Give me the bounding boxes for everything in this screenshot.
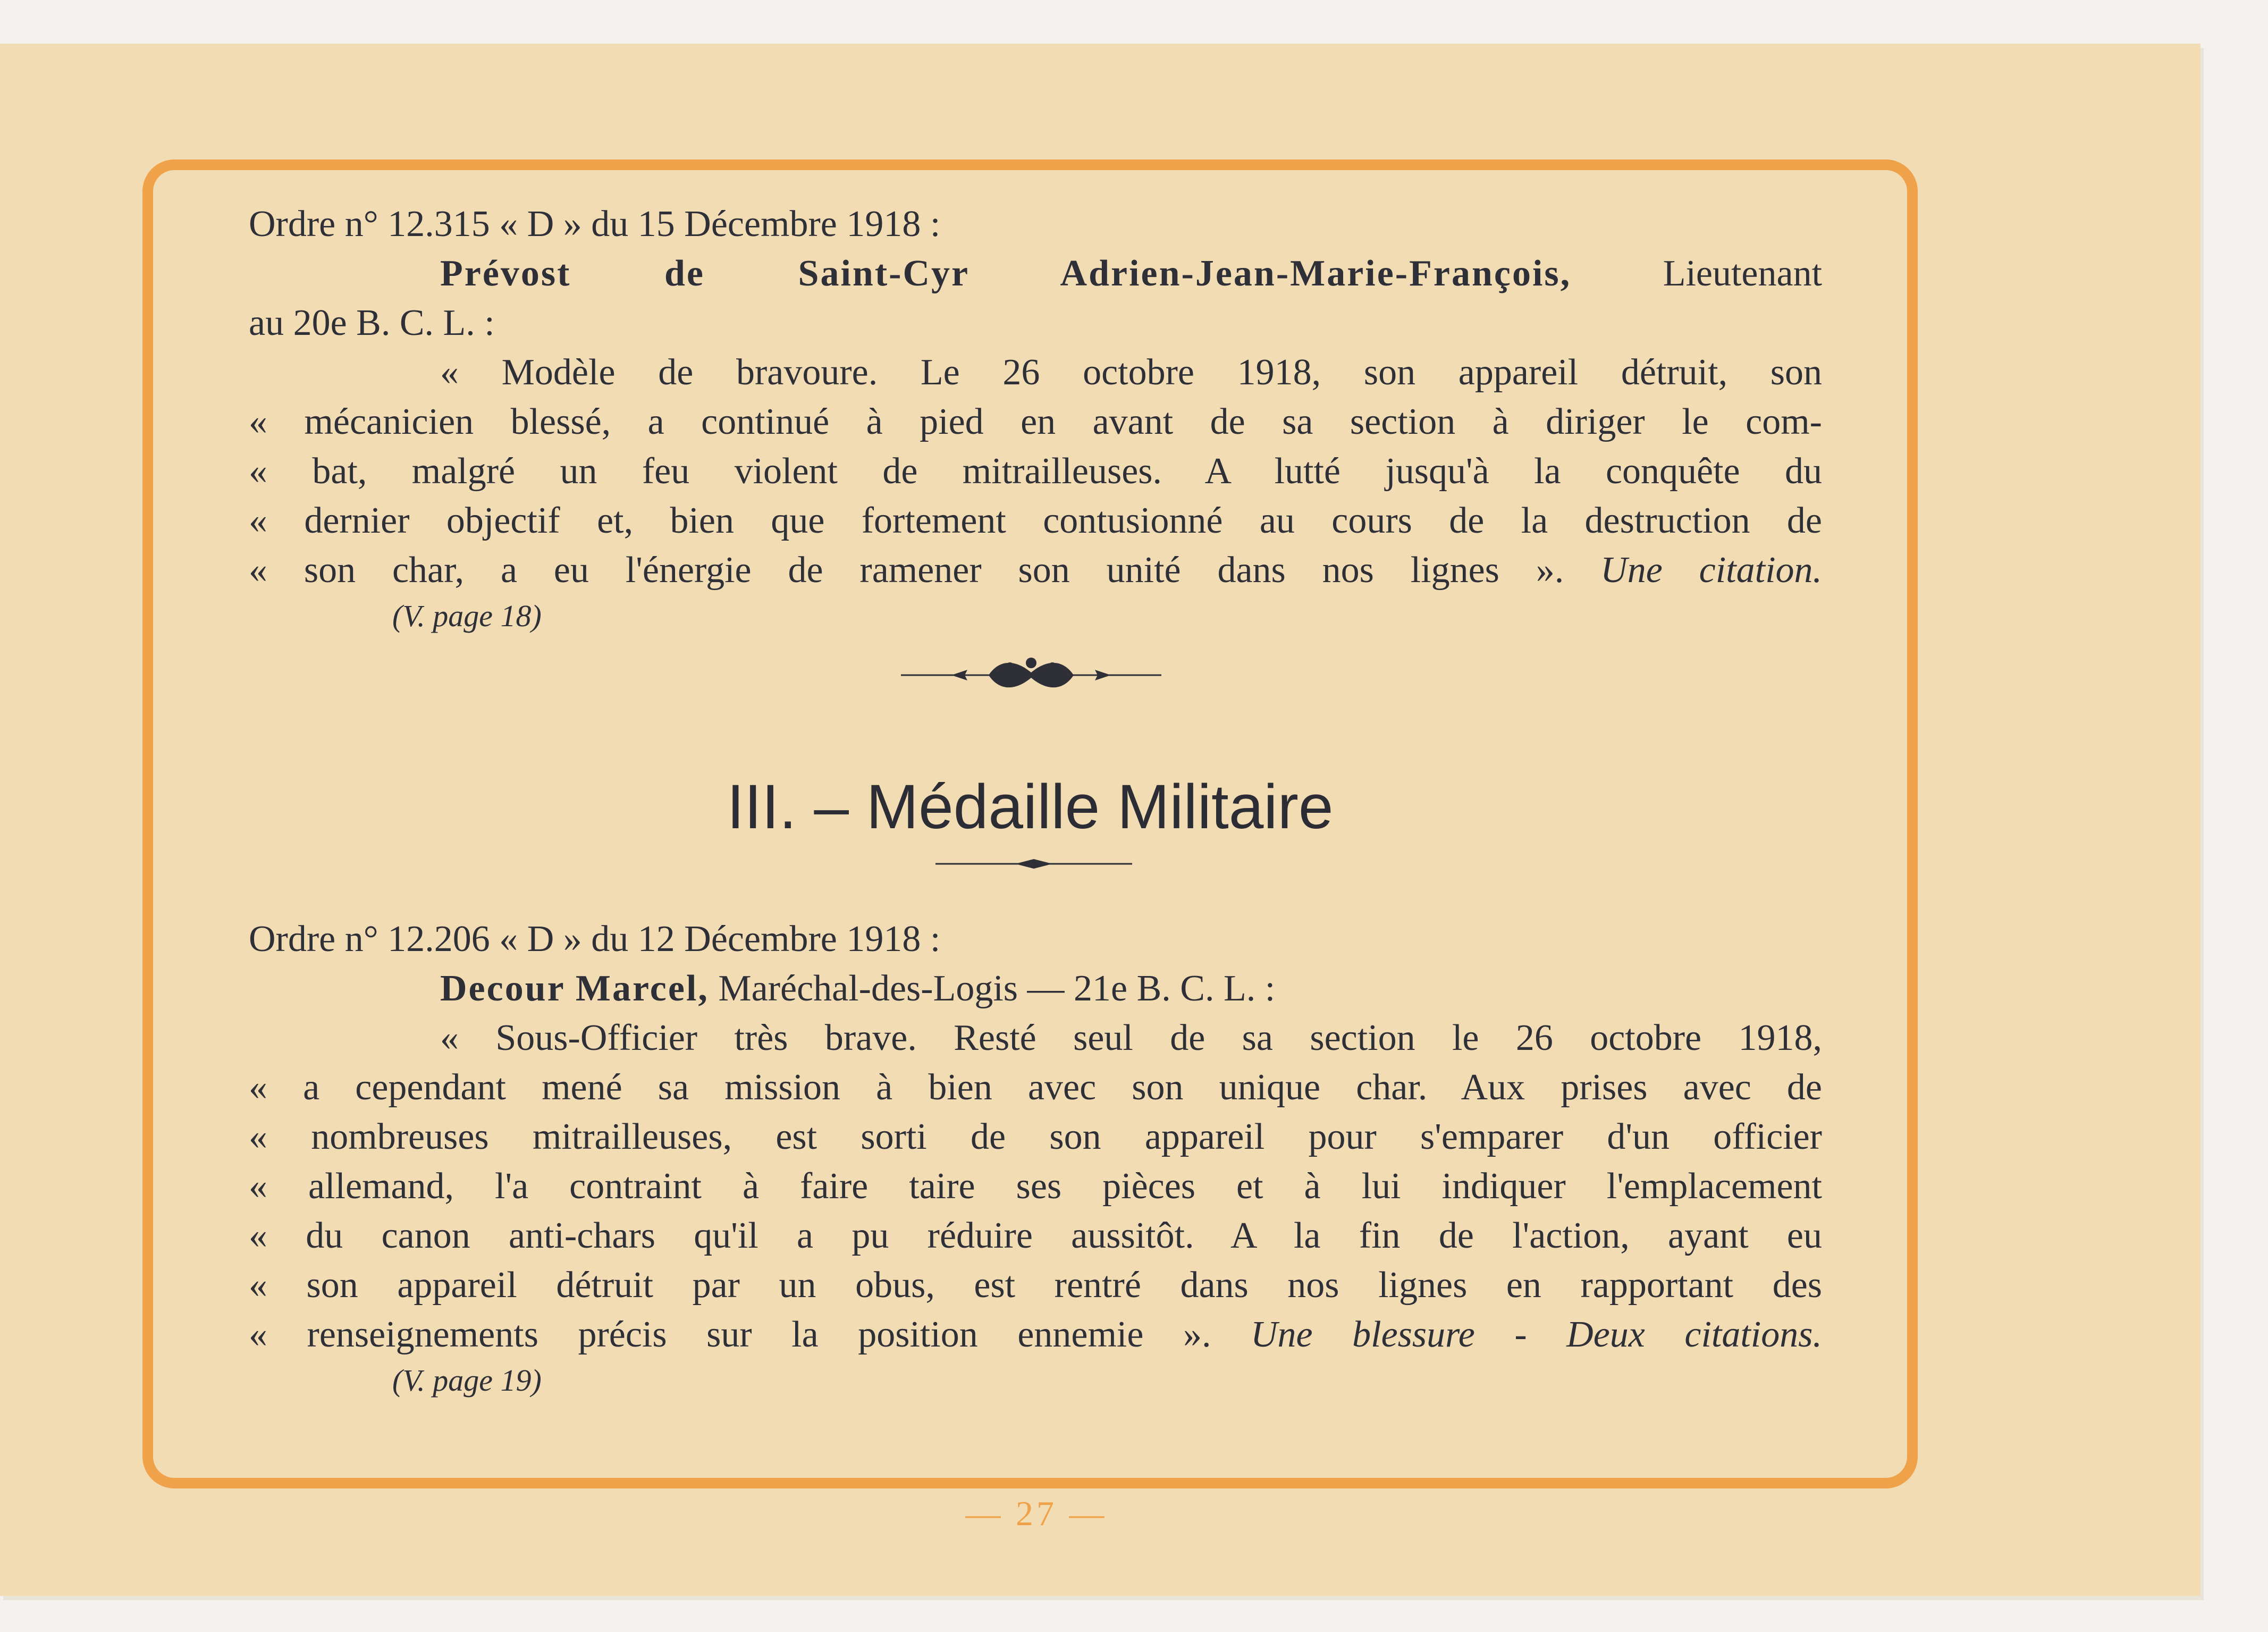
citation-1-line: « Modèle de bravoure. Le 26 octobre 1918, son appareil détruit, son (440, 352, 1822, 393)
citation-1-rank: Lieutenant (1663, 253, 1823, 294)
citation-2-line: « allemand, l'a contraint à faire taire ses pièces et à lui indiquer l'emplacement (249, 1166, 1822, 1207)
citation-2 (249, 914, 1822, 1402)
citation-1-last-line: « son char, a eu l'énergie de ramener son unité dans nos lignes ». Une citation. (249, 550, 1823, 591)
citation-1-name: Prévost de Saint-Cyr Adrien-Jean-Marie-François, (440, 253, 1572, 294)
citation-2-award: Une blessure - Deux citations. (1250, 1314, 1822, 1355)
citation-2-name: Decour Marcel, (440, 968, 709, 1009)
citation-2-line: « Sous-Officier très brave. Resté seul de sa section le 26 octobre 1918, (440, 1017, 1822, 1058)
citation-2-last-line: « renseignements précis sur la position ennemie ». Une blessure - Deux citations. (249, 1314, 1822, 1355)
divider-ornament-icon (935, 856, 1132, 872)
citation-2-page-ref: (V. page 19) (392, 1363, 542, 1398)
citation-1-order: Ordre n° 12.315 « D » du 15 Décembre 1918 : (249, 204, 941, 245)
floral-ornament-icon (898, 651, 1164, 699)
citation-1-line: « bat, malgré un feu violent de mitrailleuses. A lutté jusqu'à la conquête du (249, 451, 1822, 492)
citation-1-line: « mécanicien blessé, a continué à pied en avant de sa section à diriger le com- (249, 401, 1822, 442)
section-title: III. – Médaille Militaire (727, 772, 1334, 842)
citation-1-page-ref: (V. page 18) (392, 599, 542, 633)
citation-1 (249, 199, 1822, 637)
citation-1-unit: au 20e B. C. L. : (249, 302, 495, 343)
citation-2-line: « son appareil détruit par un obus, est rentré dans nos lignes en rapportant des (249, 1265, 1822, 1306)
citation-2-rank: Maréchal-des-Logis — 21e B. C. L. : (718, 968, 1276, 1009)
citation-2-line: « a cependant mené sa mission à bien avec son unique char. Aux prises avec de (249, 1067, 1822, 1108)
citation-1-line: « dernier objectif et, bien que fortement contusionné au cours de la destruction de (249, 500, 1822, 541)
citation-1-header (249, 249, 1822, 298)
citation-1-award: Une citation. (1600, 550, 1823, 591)
citation-2-order: Ordre n° 12.206 « D » du 12 Décembre 1918 : (249, 919, 941, 960)
citation-2-line: « nombreuses mitrailleuses, est sorti de son appareil pour s'emparer d'un officier (249, 1116, 1822, 1157)
page-number: — 27 — (965, 1494, 1108, 1533)
citation-2-header (249, 964, 1822, 1013)
citation-2-line: « du canon anti-chars qu'il a pu réduire aussitôt. A la fin de l'action, ayant eu (249, 1215, 1822, 1256)
